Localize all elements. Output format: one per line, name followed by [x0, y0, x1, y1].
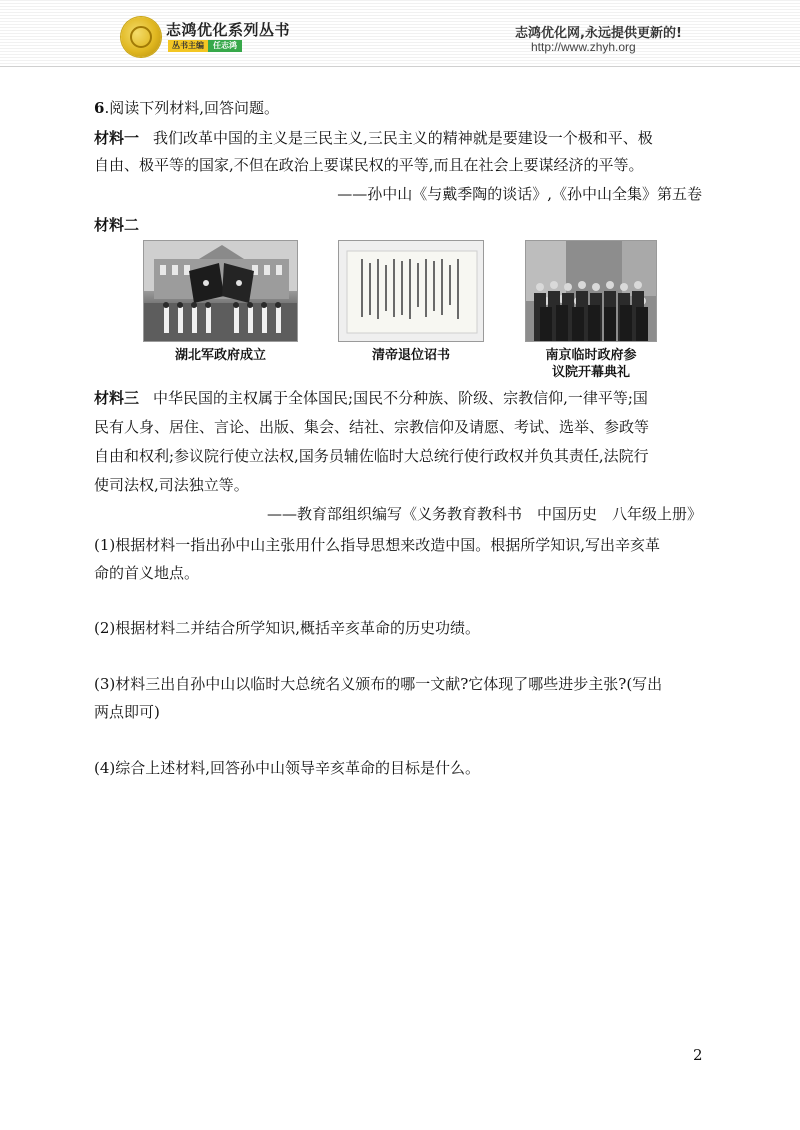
subquestion-1-line-2: 命的首义地点。 — [94, 564, 200, 582]
caption-nanjing-line-2: 议院开幕典礼 — [551, 365, 630, 380]
caption-abdication: 清帝退位诏书 — [371, 348, 450, 363]
material1-line-2: 自由、极平等的国家,不但在政治上要谋民权的平等,而且在社会上要谋经济的平等。 — [94, 156, 644, 174]
material3-line-1 — [94, 388, 648, 408]
material1-text-1: 我们改革中国的主义是三民主义,三民主义的精神就是要建设一个极和平、极 — [153, 129, 653, 147]
subquestion-3-line-2: 两点即可) — [94, 703, 160, 721]
material3-text-1: 中华民国的主权属于全体国民;国民不分种族、阶级、宗教信仰,一律平等;国 — [153, 389, 648, 407]
material3-line-3: 自由和权利;参议院行使立法权,国务员辅佐临时大总统行使行政权并负其责任,法院行 — [94, 447, 649, 465]
material3-label: 材料三 — [94, 389, 140, 407]
header-divider — [0, 66, 800, 67]
abdication-edict-image — [339, 241, 484, 342]
material3-source: ——教育部组织编写《义务教育教科书 中国历史 八年级上册》 — [266, 505, 702, 523]
hubei-military-government-photo — [143, 240, 298, 342]
page-number: 2 — [693, 1046, 703, 1064]
material3-line-4: 使司法权,司法独立等。 — [94, 476, 249, 494]
material3-line-2: 民有人身、居住、言论、出版、集会、结社、宗教信仰及请愿、考试、选举、参政等 — [94, 418, 650, 436]
subquestion-1-line-1: (1)根据材料一指出孙中山主张用什么指导思想来改造中国。根据所学知识,写出辛亥革 — [94, 536, 661, 554]
question-number: 6 — [94, 99, 105, 117]
header-slogan: 志鸿优化网,永远提供更新的! — [515, 26, 682, 41]
question-stem — [94, 98, 279, 118]
subquestion-4: (4)综合上述材料,回答孙中山领导辛亥革命的目标是什么。 — [94, 759, 481, 777]
editor-badge-label: 丛书主编 — [168, 40, 208, 52]
brand-title: 志鸿优化系列丛书 — [166, 21, 291, 39]
subquestion-2: (2)根据材料二并结合所学知识,概括辛亥革命的历史功绩。 — [94, 619, 481, 637]
nanjing-senate-opening-photo — [525, 240, 657, 342]
subquestion-3-line-1: (3)材料三出自孙中山以临时大总统名义颁布的哪一文献?它体现了哪些进步主张?(写出 — [94, 675, 663, 693]
editor-badge-name: 任志鸿 — [208, 40, 242, 52]
material1-line-1 — [94, 128, 653, 148]
publisher-logo-icon — [121, 17, 161, 57]
page-header — [0, 0, 800, 66]
abdication-edict-photo — [338, 240, 484, 342]
header-url[interactable]: http://www.zhyh.org — [531, 40, 636, 54]
caption-hubei: 湖北军政府成立 — [174, 348, 266, 363]
material1-label: 材料一 — [94, 129, 140, 147]
question-intro: .阅读下列材料,回答问题。 — [104, 99, 279, 117]
hubei-photo-image — [144, 241, 298, 342]
editor-badge — [168, 40, 242, 52]
nanjing-senate-image — [526, 241, 657, 342]
material1-source: ——孙中山《与戴季陶的谈话》,《孙中山全集》第五卷 — [337, 185, 702, 203]
material2-label: 材料二 — [94, 216, 140, 234]
caption-nanjing-line-1: 南京临时政府参 — [545, 348, 637, 363]
